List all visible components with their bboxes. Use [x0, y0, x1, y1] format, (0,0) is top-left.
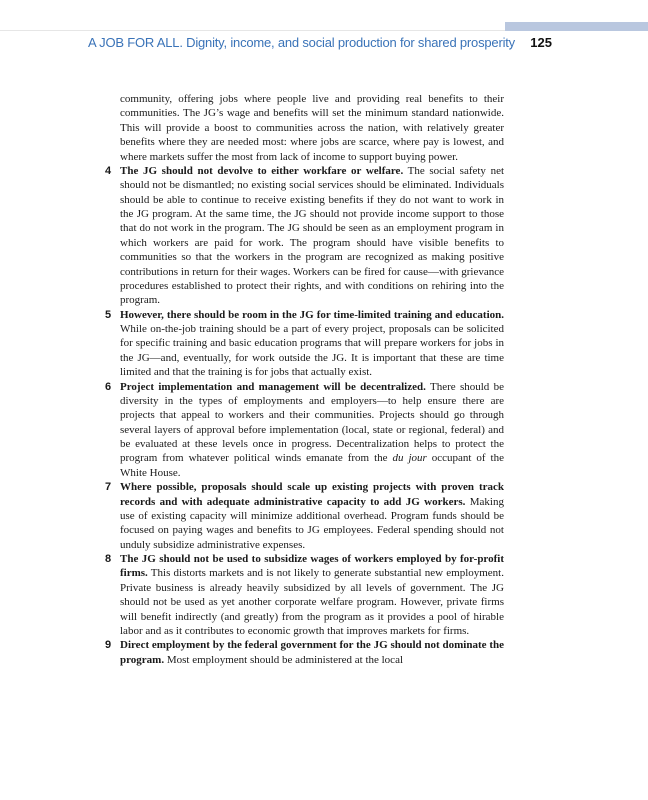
item-italic-text: du jour	[392, 452, 427, 465]
item-number: 7	[105, 481, 112, 494]
item-text: Most employment should be administered at the local	[164, 653, 404, 666]
item-number: 8	[105, 553, 112, 565]
body-text	[105, 92, 505, 667]
list-item	[105, 164, 505, 308]
list-item	[105, 638, 504, 667]
item-lead: Direct employment by the federal government for the JG should not dominate the program.	[120, 639, 504, 666]
item-text-tail: occupant of the White House.	[120, 452, 505, 479]
item-number: 5	[105, 308, 112, 321]
list-item	[105, 380, 505, 481]
list-item	[105, 308, 504, 380]
item-text: While on-the-job training should be a part of every project, proposals can be solicited for specific training and basic education programs that will prepare workers for jobs in the JG—and, eventually, for work outside the JG. It is important that these are time limited and that the training is for jobs that actually exist.	[120, 323, 504, 379]
list-item	[105, 480, 504, 552]
item-number: 6	[105, 380, 112, 393]
running-head: A JOB FOR ALL. Dignity, income, and social production for shared prosperity	[88, 35, 515, 50]
item-number: 9	[105, 639, 112, 652]
item-lead: However, there should be room in the JG for time-limited training and education.	[120, 308, 504, 321]
page-number: 125	[530, 35, 552, 50]
item-lead: The JG should not devolve to either workfare or welfare.	[120, 164, 404, 177]
item-lead: The JG should not be used to subsidize wages of workers employed by for-profit firms.	[120, 553, 504, 580]
item-text: There should be diversity in the types of employments and employers—to help ensure there are projects that appeal to workers and their communities. Projects should go through several layers of approval before implementation (local, state or regional, federal) and be evaluated at these levels once in progress. Decentralization helps to protect the program from whatever political winds emanate from the	[120, 380, 504, 465]
list-item	[105, 552, 504, 638]
header-accent-bar	[505, 22, 648, 31]
continuation-paragraph: community, offering jobs where people live and providing real benefits to their communities. The JG’s wage and benefits will set the minimum standard nationwide. This will provide a boost to communities across the nation, with relatively greater benefits where they are needed most: where jobs are scarce, where pay is lowest, and where markets suffer the most from lack of income to support buying power.	[120, 93, 504, 163]
item-text: This distorts markets and is not likely to generate substantial new employment. Private business is already heavily subsidized by all levels of government. The JG should not be used as yet another corporate welfare program. However, private firms will benefit indirectly (and greatly) from the program as it provides a pool of hirable labor and as it contributes to economic growth that improves markets for firms.	[120, 567, 504, 637]
item-number: 4	[105, 164, 112, 177]
item-lead: Where possible, proposals should scale up existing projects with proven track records and with adequate administrative capacity to add JG workers.	[120, 481, 504, 508]
item-text: The social safety net should not be dismantled; no existing social services should be eliminated. Individuals should be able to continue to receive existing benefits if they do not want to work in the JG program. At the same time, the JG should not provide income support to those that do not work in the program. The JG should be seen as an employment program in which workers are paid for work. The program should have visible benefits to communities so that the workers in the program are recognized as making positive contributions in return for their wages. Workers can be fired for cause—with grievance procedures established to protect their rights, and with conditions on rehiring into the program.	[120, 164, 505, 307]
item-lead: Project implementation and management will be decentralized.	[120, 380, 426, 393]
item-text: Making use of existing capacity will minimize additional overhead. Program funds should be focused on paying wages and benefits to JG employees. Federal spending should not unduly subsidize administrative expenses.	[120, 495, 504, 551]
